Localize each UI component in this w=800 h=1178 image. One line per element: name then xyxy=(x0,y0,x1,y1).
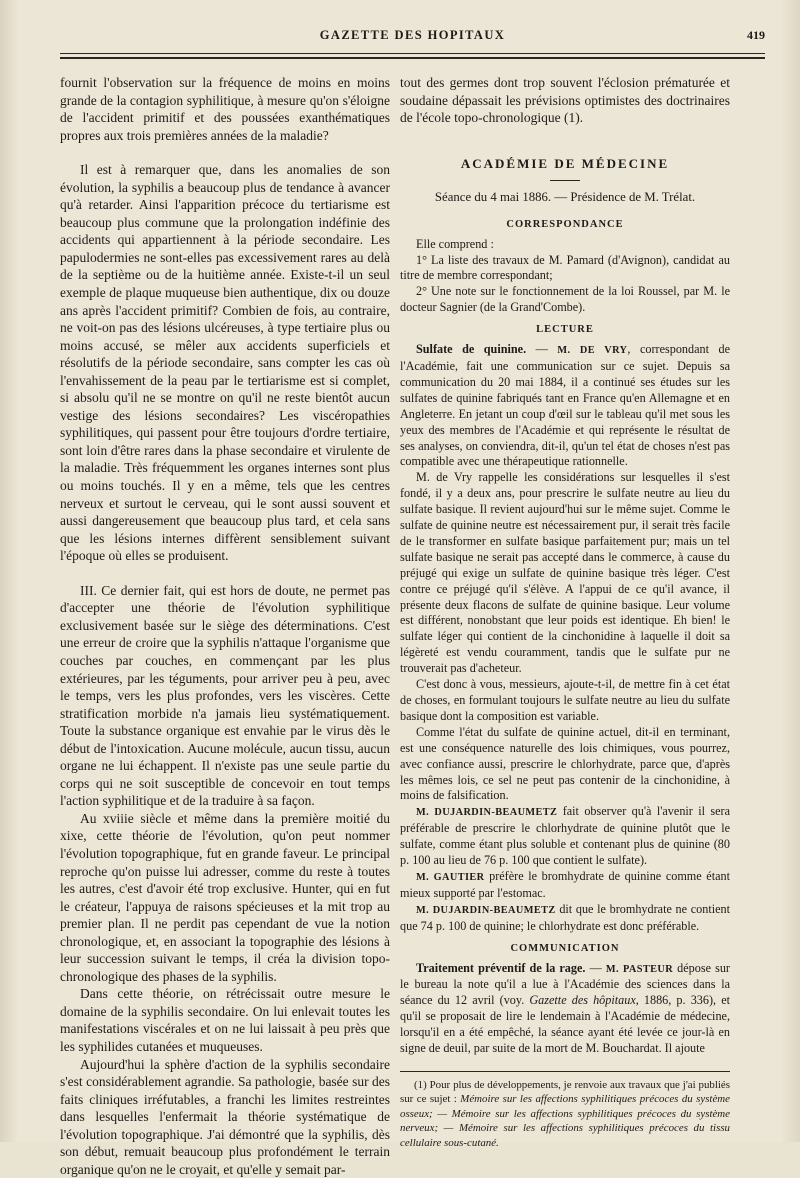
paragraph: Dans cette théorie, on rétrécissait outre mesure le domaine de la syphilis secondaire. On lui enlevait toutes les manifestations viscérales et on ne lui laissait à peu près que les syphilides cutanées et muqueuses. xyxy=(60,986,390,1054)
paragraph: fournit l'observation sur la fréquence de moins en moins grande de la contagion syphilitique, à mesure qu'on s'éloigne de l'accident primitif et des poussées exanthématiques propres aux trois premières années de la maladie? xyxy=(60,75,390,143)
paragraph: Sulfate de quinine. — M. DE VRY, correspondant de l'Académie, fait une communication sur ce sujet. Depuis sa communication du 20 mai 1884, il a continué ses études sur les sulfates de quinine fabriqués tant en France qu'en Allemagne et en Angleterre. En jetant un coup d'œil sur le tableau qu'il met sous les yeux des membres de l'Académie et qui représente le résultat de ses analyses, on conviendra, dit-il, qu'un tel état de choses n'est pas compatible avec une thérapeutique rationnelle. xyxy=(400,342,731,469)
section-title: ACADÉMIE DE MÉDECINE xyxy=(460,155,670,171)
footnote-text xyxy=(400,1078,730,1150)
subheading-communication: COMMUNICATION xyxy=(510,942,620,954)
footnote-titles: Mémoire sur les affections syphilitiques précoces du système osseux; — Mémoire sur les affections syphilitiques précoces du système nerveux; — Mémoire sur les affections syphilitiques précoces du tissu cellulaire sous-cutané. xyxy=(400,1093,730,1149)
paragraph-text: , 1886, p. 336), et qu'il se proposait de lire le lendemain à l'Académie de médecine, lorsqu'il en a été empêché, la séance ayant été levée ce jour-là en signe de deuil, par suite de la mort de M. Bouchardat. Il ajoute xyxy=(400,993,730,1056)
paragraph: M. de Vry rappelle les considérations sur lesquelles il s'est fondé, il y a deux ans, pour prescrire le sulfate neutre au lieu du sulfate basique. Il revient aujourd'hui sur le même sujet. Comme le sulfate de quinine neutre est nécessairement pur, il serait très facile de le transformer en sulfate basique parfaitement pur; mais un tel sulfate basique ne serait pas accepté dans le commerce, à cause du préjugé qui exige un sulfate de quinine basique très léger. C'est contre ce préjugé qu'il s'élève. A l'appui de ce qu'il avance, il présente deux flacons de sulfate de quinine basique. Leur volume est différent, nonobstant que leur poids est identique. Eh bien! le sulfate léger qui contient de la cinchonidine à laquelle il doit sa légèreté est vendu couramment, tandis que le sulfate pur ne trouverait pas d'acheteur. xyxy=(400,470,730,676)
paragraph: tout des germes dont trop souvent l'éclosion prématurée et soudaine dépassait les prévisions optimistes des doctrinaires de l'école topo-chronologique (1). xyxy=(400,75,730,126)
header-rule-top xyxy=(60,53,765,54)
paragraph: 1° La liste des travaux de M. Pamard (d'Avignon), candidat au titre de membre correspondant; xyxy=(400,252,730,283)
paragraph-text: , correspondant de l'Académie, fait une communication sur ce sujet. Depuis sa communication du 20 mai 1884, il a continué ses études sur les sulfates de quinine fabriqués tant en France qu'en Allemagne et en Angleterre. En jetant un coup d'œil sur le tableau qu'il met sous les yeux des membres de l'Académie et qui représente le résultat de ses analyses, on conviendra, dit-il, qu'un tel état de choses n'est pas compatible avec une thérapeutique rationnelle. xyxy=(400,342,731,469)
speaker-name: M. GAUTIER xyxy=(416,871,485,883)
speaker-name: M. DE VRY xyxy=(557,345,628,357)
journal-title: GAZETTE DES HOPITAUX xyxy=(319,28,506,42)
speaker-name: M. DUJARDIN-BEAUMETZ xyxy=(416,904,556,916)
paragraph: Traitement préventif de la rage. — M. PASTEUR dépose sur le bureau la note qu'il a lue à l'Académie des sciences dans la séance du 12 avril (voy. Gazette des hôpitaux, 1886, p. 336), et qu'il se proposait de lire le lendemain à l'Académie de médecine, lorsqu'il en a été empêché, la séance ayant été levée ce jour-là en signe de deuil, par suite de la mort de M. Bouchardat. Il ajoute xyxy=(400,960,730,1056)
paragraph xyxy=(400,869,730,902)
paragraph: 2° Une note sur le fonctionnement de la loi Roussel, par M. le docteur Sagnier (de la Grand'Combe). xyxy=(400,284,730,315)
paragraph: Il est à remarquer que, dans les anomalies de son évolution, la syphilis a beaucoup plus de tendance à avancer qu'à retarder. Ainsi l'apparition précoce du tertiarisme est beaucoup plus commune que la prolongation indéfinie des accidents qui appartiennent à la période secondaire. Les papulodermies ne sont-elles pas excessivement rares au delà de la septième ou de la huitième année. Existe-t-il un seul exemple de plaque muqueuse bien authentique, dix ou douze ans après l'accident primitif? Combien de fois, au contraire, ne voit-on pas des lésions ulcéreuses, à type tertiaire plus ou moins accusé, se mêler aux accidents superficiels et résolutifs de la période secondaire, sans compter les cas où l'envahissement de la peau par le tertiarisme est si complet, si absolu qu'il ne se montre on qu'il ne reste bientôt aucun vestige des lésions secondaires? Les viscéropathies syphilitiques, qui passent pour être toujours d'ordre tertiaire, sont loin d'être rares dans la phase secondaire et virulente de la maladie. Très fréquemment les organes internes sont plus ou moins touchés. Il y en a même, tels que les centres nerveux et surtout le cerveau, qui le sont aussi souvent et aussi dangereusement que beaucoup plus tard, et cela sans que les lésions internes diffèrent sensiblement suivant l'époque où elles se produisent. xyxy=(60,162,390,564)
paragraph: Elle comprend : xyxy=(416,236,494,251)
paragraph: Comme l'état du sulfate de quinine actuel, dit-il en terminant, est une conséquence naturelle des lois chimiques, vous pourrez, avec confiance aussi, prescrire le chlorhydrate, parce que, d'après les mêmes lois, ce sel ne peut pas contenir de la cinchonidine, à moins de falsification. xyxy=(400,724,730,803)
academy-report xyxy=(400,217,730,1057)
lead-title: Sulfate de quinine. xyxy=(416,342,527,357)
footnote xyxy=(400,1078,730,1150)
section-divider xyxy=(550,180,580,181)
speaker-name: M. DUJARDIN-BEAUMETZ xyxy=(416,807,558,819)
header-rule-bottom xyxy=(60,57,765,59)
journal-reference: Gazette des hôpitaux xyxy=(529,993,636,1008)
paragraph: III. Ce dernier fait, qui est hors de doute, ne permet pas d'accepter une théorie de l'évolution syphilitique exclusivement basée sur le siège des déterminations. C'est une erreur de croire que la syphilis n'attaque l'organisme que couches par couches, en commençant par les plus extérieures, par les téguments, pour arriver peu à peu, avec le temps, vers les plus profondes, vers les viscères. Cette stratification morbide n'a jamais lieu systématiquement. Toute la substance organique est envahie par le virus dès le début de l'intoxication. Aucune molécule, aucun tissu, aucun organe ne lui échappent. Il n'existe pas une seule partie du corps qui ne soit susceptible de concevoir en tout temps l'action syphilitique et de la traduire à sa façon. xyxy=(60,582,390,809)
paragraph xyxy=(400,804,730,869)
left-column xyxy=(60,74,390,1178)
paragraph: C'est donc à vous, messieurs, ajoute-t-il, de mettre fin à cet état de choses, en formulant toujours le sulfate neutre au lieu du sulfate basique dont la composition est variable. xyxy=(400,677,730,723)
session-line: Séance du 4 mai 1886. — Présidence de M. Trélat. xyxy=(434,190,696,205)
paragraph: Aujourd'hui la sphère d'action de la syphilis secondaire s'est considérablement agrandie. Sa pathologie, basée sur des faits cliniques irréfutables, a franchi les limites restreintes dans lesquelles l'enfermait la théorie systématique de l'évolution topographique. J'ai démontré que la syphilis, dès son début, remuait beaucoup plus profondément le terrain organique qu'on ne le croyait, et qu'elle y semait par- xyxy=(60,1056,390,1177)
paragraph: Au xviiie siècle et même dans la première moitié du xixe, cette théorie de l'évolution, qu'on peut nommer l'évolution topographique, fut en grande faveur. Le principal reproche qu'on puisse lui adresser, comme du reste à toutes les autres, c'est d'avoir été trop exclusive. Hunter, qui en fut le créateur, l'appuya de raisons spécieuses et la mit trop au premier plan. Il ne perdit pas cependant de vue la notion chronologique, et, en associant la topographie des lésions à leur succession suivant le temps, il créa la division topo-chronologique des phases de la syphilis. xyxy=(60,810,390,984)
paragraph-text: fait observer qu'à l'avenir il sera préférable de prescrire le chlorhydrate de quinine plutôt que le sulfate, comme étant plus soluble et contenant plus de quinine (80 p. 100 au lieu de 76 p. 100 que contient le sulfate). xyxy=(400,804,730,868)
paragraph-text: dépose sur le bureau la note qu'il a lue à l'Académie des sciences dans la séance du 12 avril (voy. xyxy=(400,960,730,1008)
lead-title: Traitement préventif de la rage. xyxy=(416,960,586,975)
page-header xyxy=(60,24,765,44)
footnote-intro: (1) Pour plus de développements, je renvoie aux travaux que j'ai publiés sur ce sujet : xyxy=(400,1078,730,1106)
paragraph-text: préfère le bromhydrate de quinine comme étant mieux supporté par l'estomac. xyxy=(400,868,730,900)
paragraph-text: dit que le bromhydrate ne contient que 74 p. 100 de quinine; le chlorhydrate est donc préférable. xyxy=(400,901,731,933)
subheading-correspondance: CORRESPONDANCE xyxy=(506,218,624,230)
page-number: 419 xyxy=(747,28,765,42)
speaker-name: M. PASTEUR xyxy=(605,963,674,975)
paragraph xyxy=(400,902,730,935)
right-column xyxy=(400,74,730,1150)
subheading-lecture: LECTURE xyxy=(536,324,594,336)
footnote-divider xyxy=(400,1071,730,1072)
